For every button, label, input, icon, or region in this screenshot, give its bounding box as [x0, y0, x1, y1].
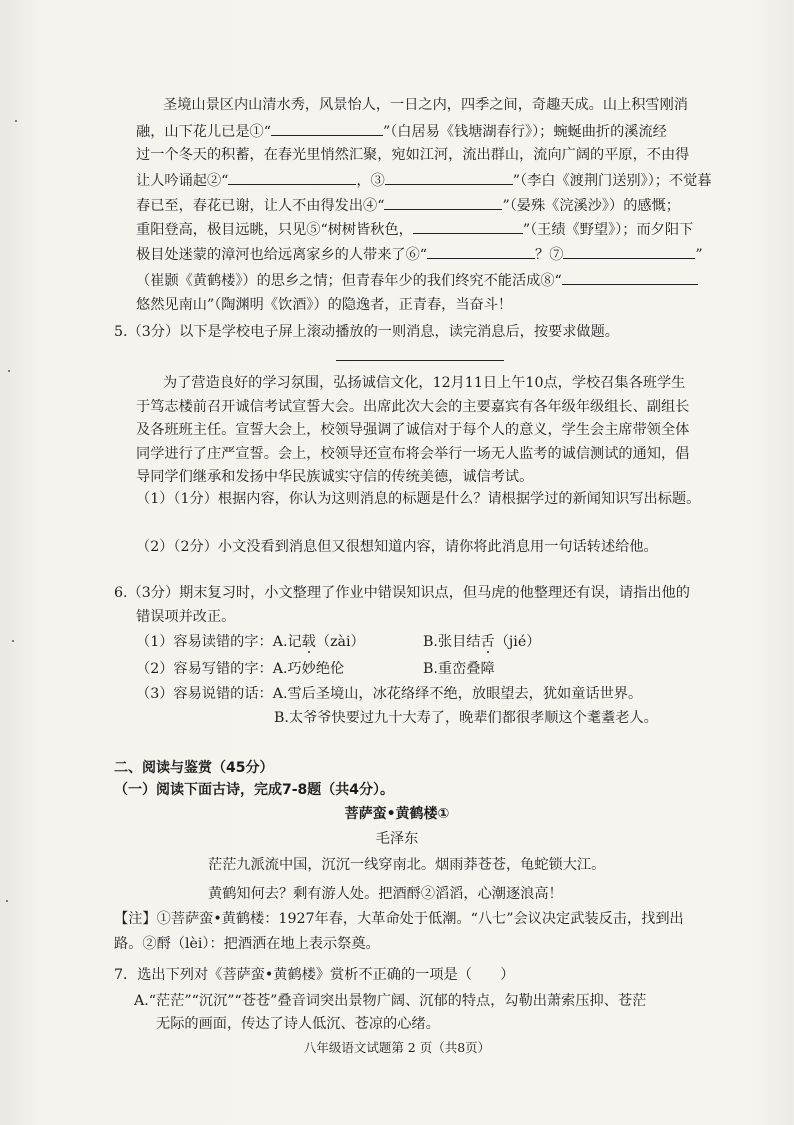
passage-line-2: 融，山下花儿已是①“ ”（白居易《钱塘湖春行》）；蜿蜒曲折的溪流经 — [136, 121, 667, 142]
news-line-4: 同学进行了庄严宣誓。会上，校领导还宣布将会举行一场无人监考的诚信测试的通知，倡 — [136, 446, 690, 462]
passage-line-6: 重阳登高，极目远眺，只见⑤“树树皆秋色， ”（王绩《野望》）；而夕阳下 — [136, 219, 693, 240]
news-line-1: 为了营造良好的学习氛围，弘扬诚信文化，12月11日上午10点，学校召集各班学生 — [163, 375, 686, 391]
q7-option-a-2: 无际的画面，传达了诗人低沉、苍凉的心绪。 — [156, 1016, 440, 1032]
scan-speck — [15, 120, 17, 122]
passage-line-3: 过一个冬天的积蓄，在春光里悄然汇聚，宛如江河，流出群山，流向广阔的平原，不由得 — [136, 147, 690, 163]
blank-7[interactable] — [563, 244, 695, 259]
poem-line-2: 黄鹤知何去？剩有游人处。把酒酹②滔滔，心潮逐浪高！ — [208, 886, 563, 902]
q6-row-2-option-b: B.重峦叠障 — [423, 661, 495, 677]
blank-5[interactable] — [413, 219, 523, 234]
passage-line-4: 让人吟诵起②“ ，③ ”（李白《渡荆门送别》）；不觉暮 — [136, 170, 712, 191]
passage-line-5: 春已至，春花已谢，让人不由得发出④“ ”（晏殊《浣溪沙》）的感慨； — [136, 195, 680, 216]
note-line-1: 【注】①菩萨蛮•黄鹤楼：1927年春，大革命处于低潮。“八七”会议决定武装反击，找到出 — [114, 911, 684, 927]
news-line-3: 及各班班主任。宣誓大会上，校领导强调了诚信对于每个人的意义，学生会主席带领全体 — [136, 422, 690, 438]
page-footer: 八年级语文试题第 2 页（共8页） — [303, 1040, 491, 1055]
q6-stem-1: 6.（3分）期末复习时，小文整理了作业中错误知识点，但马虎的他整理还有误，请指出他的 — [114, 585, 690, 601]
poem-author: 毛泽东 — [375, 831, 419, 847]
q6-row-2: （2）容易写错的字：A.巧妙绝伦 — [136, 661, 345, 677]
q7-option-a-1: A.“茫茫”“沉沉”“苍苍”叠音词突出景物广阔、沉郁的特点，勾勒出萧索压抑、苍茫 — [134, 993, 647, 1009]
q6-stem-2: 错误项并改正。 — [136, 609, 236, 625]
q6-row-1: （1）容易读错的字：A.记载（zài） — [136, 634, 365, 650]
news-title-blank[interactable] — [336, 360, 504, 361]
scan-speck — [6, 900, 8, 902]
passage-line-7: 极目处迷蒙的漳河也给远离家乡的人带来了⑥“ ？⑦ ” — [136, 244, 703, 265]
blank-8[interactable] — [562, 270, 698, 285]
passage-line-9: 悠然见南山”（陶渊明《饮酒》）的隐逸者，正青春，当奋斗！ — [136, 297, 513, 313]
scan-speck — [8, 370, 10, 372]
section-2-heading: 二、阅读与鉴赏（45分） — [114, 760, 274, 776]
blank-2[interactable] — [228, 170, 356, 185]
section-2-sub-1: （一）阅读下面古诗，完成7-8题（共4分）。 — [114, 782, 395, 798]
blank-1[interactable] — [271, 121, 383, 136]
q6-row-3-option-b: B.太爷爷快要过九十大寿了，晚辈们都很孝顺这个耄耋老人。 — [274, 710, 658, 726]
poem-line-1: 茫茫九派流中国，沉沉一线穿南北。烟雨莽苍苍，龟蛇锁大江。 — [208, 857, 606, 873]
note-line-2: 路。②酹（lèi）：把酒洒在地上表示祭奠。 — [114, 936, 380, 952]
poem-title: 菩萨蛮•黄鹤楼① — [344, 806, 450, 822]
passage-line-1: 圣境山景区内山清水秀，风景怡人，一日之内，四季之间，奇趣天成。山上积雪刚消 — [163, 97, 688, 113]
q6-row-1-option-b: B.张目结舌（jié） — [423, 634, 541, 650]
q7-stem: 7．选出下列对《菩萨蛮•黄鹤楼》赏析不正确的一项是（ ） — [114, 967, 515, 983]
news-line-2: 于笃志楼前召开诚信考试宣誓大会。出席此次大会的主要嘉宾有各年级年级组长、副组长 — [136, 399, 690, 415]
q5-sub-2: （2）（2分）小文没看到消息但又很想知道内容，请你将此消息用一句话转述给他。 — [136, 539, 658, 555]
q6-row-3: （3）容易说错的话：A.雪后圣境山，冰花络绎不绝，放眼望去，犹如童话世界。 — [136, 686, 643, 702]
scan-speck — [12, 640, 14, 642]
news-line-5: 导同学们继承和发扬中华民族诚实守信的传统美德，诚信考试。 — [136, 469, 534, 485]
q5-sub-1: （1）（1分）根据内容，你认为这则消息的标题是什么？请根据学过的新闻知识写出标题。 — [136, 491, 701, 507]
passage-line-8: （崔颢《黄鹤楼》）的思乡之情；但青春年少的我们终究不能活成⑧“ — [136, 270, 698, 291]
blank-6[interactable] — [427, 244, 535, 259]
q5-stem: 5.（3分）以下是学校电子屏上滚动播放的一则消息，读完消息后，按要求做题。 — [114, 324, 619, 340]
blank-3[interactable] — [385, 170, 513, 185]
blank-4[interactable] — [384, 195, 502, 210]
